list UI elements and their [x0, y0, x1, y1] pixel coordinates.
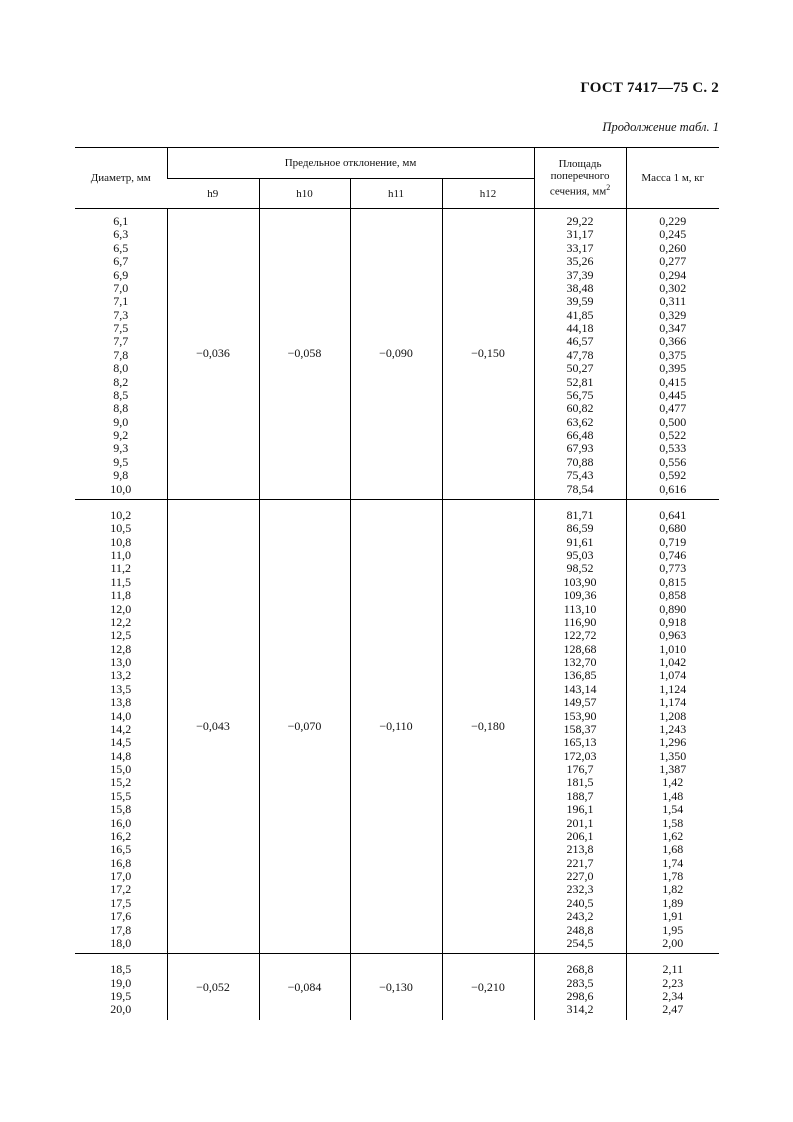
mass-value: 0,616	[659, 481, 687, 496]
mass-value: 1,54	[662, 802, 684, 817]
area-value: 39,59	[566, 294, 594, 309]
area-value: 113,10	[563, 601, 597, 616]
diameter-value: 16,0	[110, 815, 132, 830]
mass-value: 1,174	[659, 695, 687, 710]
data-table	[75, 147, 719, 1020]
area-value: 196,1	[566, 802, 594, 817]
mass-value: 2,47	[662, 1002, 684, 1017]
diameter-value: 10,0	[110, 481, 132, 496]
mass-cell	[626, 954, 719, 1020]
mass-value: 1,62	[662, 828, 684, 843]
area-value: 176,7	[566, 762, 594, 776]
table-body	[75, 209, 719, 1020]
area-value: 153,90	[563, 708, 597, 723]
mass-value: 0,592	[659, 468, 687, 483]
area-cell	[534, 499, 626, 953]
diameter-value: 8,0	[113, 361, 129, 376]
mass-value: 1,82	[662, 882, 684, 897]
header-deviation: Предельное отклонение, мм	[167, 148, 534, 179]
mass-value: 0,522	[659, 428, 687, 442]
diameter-value: 8,8	[113, 401, 129, 416]
mass-value: 0,260	[659, 240, 687, 255]
area-value: 60,82	[566, 401, 594, 416]
diameter-value: 9,2	[113, 428, 129, 442]
page-header: ГОСТ 7417—75 С. 2	[580, 80, 719, 96]
diameter-value: 13,0	[110, 655, 132, 669]
area-value: 298,6	[566, 989, 594, 1003]
header-area	[534, 148, 626, 209]
mass-value: 1,48	[662, 788, 684, 803]
area-value: 232,3	[566, 882, 594, 897]
mass-value: 1,91	[662, 909, 684, 924]
area-value: 149,57	[563, 695, 597, 710]
mass-value: 1,350	[659, 748, 687, 763]
diameter-value: 8,5	[113, 387, 129, 402]
area-value: 136,85	[563, 668, 597, 683]
diameter-value: 17,6	[110, 909, 132, 924]
diameter-value: 6,5	[113, 240, 129, 255]
mass-value: 2,11	[662, 962, 684, 977]
mass-value: 1,89	[662, 895, 684, 910]
diameter-value: 17,8	[110, 922, 132, 937]
diameter-value: 9,0	[113, 414, 129, 429]
mass-value: 1,074	[659, 668, 687, 683]
diameter-value: 7,8	[113, 347, 129, 362]
area-value: 66,48	[566, 428, 594, 442]
area-value: 227,0	[566, 869, 594, 883]
diameter-value: 6,9	[113, 267, 129, 282]
diameter-value: 18,5	[110, 962, 132, 977]
mass-value: 1,296	[659, 735, 687, 750]
area-value: 254,5	[566, 935, 594, 950]
mass-value: 1,68	[662, 842, 684, 857]
area-value: 70,88	[566, 454, 594, 469]
diameter-value: 19,0	[110, 975, 132, 990]
diameter-value: 14,0	[110, 708, 132, 723]
mass-value: 0,680	[659, 521, 687, 536]
diameter-value: 7,7	[113, 334, 129, 349]
diameter-value: 14,2	[110, 721, 132, 736]
mass-value: 0,556	[659, 454, 687, 469]
mass-value: 0,375	[659, 347, 687, 362]
mass-value: 1,042	[659, 655, 687, 669]
area-value: 221,7	[566, 855, 594, 870]
diameter-value: 16,5	[110, 842, 132, 857]
diameter-value: 12,0	[110, 601, 132, 616]
area-value: 56,75	[566, 387, 594, 402]
area-value: 33,17	[566, 240, 594, 255]
mass-value: 1,58	[662, 815, 684, 830]
diameter-value: 16,2	[110, 828, 132, 843]
mass-value: 0,329	[659, 307, 687, 322]
area-value: 181,5	[566, 775, 594, 790]
area-value: 213,8	[566, 842, 594, 857]
area-value: 109,36	[563, 588, 597, 603]
diameter-value: 13,2	[110, 668, 132, 683]
mass-value: 1,42	[662, 775, 684, 790]
diameter-value: 19,5	[110, 989, 132, 1003]
diameter-cell	[75, 209, 167, 500]
area-value: 78,54	[566, 481, 594, 496]
table-continuation-caption: Продолжение табл. 1	[602, 120, 719, 134]
area-value: 91,61	[566, 534, 594, 549]
area-value: 132,70	[563, 655, 597, 669]
diameter-value: 14,8	[110, 748, 132, 763]
mass-value: 0,858	[659, 588, 687, 603]
diameter-value: 15,0	[110, 762, 132, 776]
diameter-value: 17,5	[110, 895, 132, 910]
deviation-h11-value: −0,130	[350, 954, 442, 1020]
area-value: 122,72	[563, 628, 597, 643]
mass-value: 0,294	[659, 267, 687, 282]
area-value: 50,27	[566, 361, 594, 376]
diameter-value: 10,5	[110, 521, 132, 536]
mass-value: 0,918	[659, 614, 687, 629]
diameter-value: 16,8	[110, 855, 132, 870]
mass-value: 0,641	[659, 507, 687, 522]
area-value: 47,78	[566, 347, 594, 362]
area-value: 44,18	[566, 321, 594, 335]
area-cell	[534, 954, 626, 1020]
diameter-cell	[75, 954, 167, 1020]
mass-value: 0,477	[659, 401, 687, 416]
area-value: 67,93	[566, 441, 594, 456]
area-value: 37,39	[566, 267, 594, 282]
deviation-h10-value: −0,084	[259, 954, 350, 1020]
header-h9: h9	[167, 179, 259, 209]
deviation-h11-value: −0,090	[350, 209, 442, 500]
area-value: 128,68	[563, 641, 597, 656]
deviation-h11-value: −0,110	[350, 499, 442, 953]
area-value: 116,90	[563, 614, 597, 629]
deviation-h9-value: −0,052	[167, 954, 259, 1020]
area-value: 52,81	[566, 374, 594, 389]
mass-value: 1,243	[659, 721, 687, 736]
diameter-value: 7,0	[113, 280, 129, 295]
diameter-value: 15,2	[110, 775, 132, 790]
mass-value: 0,347	[659, 321, 687, 335]
deviation-h9-value: −0,036	[167, 209, 259, 500]
mass-value: 0,963	[659, 628, 687, 643]
mass-value: 0,500	[659, 414, 687, 429]
diameter-value: 8,2	[113, 374, 129, 389]
diameter-value: 11,8	[110, 588, 132, 603]
diameter-value: 15,5	[110, 788, 132, 803]
diameter-value: 13,5	[110, 681, 132, 696]
area-value: 95,03	[566, 548, 594, 562]
area-value: 268,8	[566, 962, 594, 977]
mass-cell	[626, 499, 719, 953]
diameter-value: 6,1	[113, 214, 129, 228]
area-value: 172,03	[563, 748, 597, 763]
mass-value: 0,719	[659, 534, 687, 549]
mass-value: 0,415	[659, 374, 687, 389]
mass-value: 0,245	[659, 227, 687, 242]
mass-value: 1,208	[659, 708, 687, 723]
diameter-value: 10,2	[110, 507, 132, 522]
area-value: 46,57	[566, 334, 594, 349]
diameter-value: 7,3	[113, 307, 129, 322]
area-value: 283,5	[566, 975, 594, 990]
diameter-value: 11,0	[110, 548, 132, 562]
mass-value: 0,311	[659, 294, 687, 309]
deviation-h12-value: −0,180	[442, 499, 534, 953]
mass-value: 0,773	[659, 561, 687, 576]
mass-value: 2,00	[662, 935, 684, 950]
mass-cell	[626, 209, 719, 500]
mass-value: 1,78	[662, 869, 684, 883]
header-h11: h11	[350, 179, 442, 209]
diameter-value: 12,2	[110, 614, 132, 629]
diameter-value: 13,8	[110, 695, 132, 710]
table-row-group	[75, 499, 719, 953]
area-value: 29,22	[566, 214, 594, 228]
area-value: 188,7	[566, 788, 594, 803]
mass-value: 0,815	[659, 574, 687, 589]
area-value: 240,5	[566, 895, 594, 910]
mass-value: 0,395	[659, 361, 687, 376]
mass-value: 0,366	[659, 334, 687, 349]
mass-value: 2,23	[662, 975, 684, 990]
deviation-h12-value: −0,210	[442, 954, 534, 1020]
diameter-value: 14,5	[110, 735, 132, 750]
diameter-value: 17,0	[110, 869, 132, 883]
mass-value: 0,277	[659, 254, 687, 269]
area-value: 81,71	[566, 507, 594, 522]
diameter-value: 9,8	[113, 468, 129, 483]
deviation-h10-value: −0,070	[259, 499, 350, 953]
diameter-value: 12,8	[110, 641, 132, 656]
diameter-value: 11,2	[110, 561, 132, 576]
diameter-value: 18,0	[110, 935, 132, 950]
area-value: 98,52	[566, 561, 594, 576]
mass-value: 1,124	[659, 681, 687, 696]
mass-value: 1,387	[659, 762, 687, 776]
area-value: 38,48	[566, 280, 594, 295]
table-row-group	[75, 209, 719, 500]
mass-value: 2,34	[662, 989, 684, 1003]
area-cell	[534, 209, 626, 500]
mass-value: 0,533	[659, 441, 687, 456]
diameter-value: 15,8	[110, 802, 132, 817]
diameter-value: 9,3	[113, 441, 129, 456]
diameter-value: 17,2	[110, 882, 132, 897]
diameter-value: 7,5	[113, 321, 129, 335]
area-value: 41,85	[566, 307, 594, 322]
area-value: 31,17	[566, 227, 594, 242]
area-value: 206,1	[566, 828, 594, 843]
area-value: 63,62	[566, 414, 594, 429]
mass-value: 0,890	[659, 601, 687, 616]
area-value: 248,8	[566, 922, 594, 937]
header-h10: h10	[259, 179, 350, 209]
mass-value: 0,445	[659, 387, 687, 402]
diameter-value: 12,5	[110, 628, 132, 643]
area-value: 201,1	[566, 815, 594, 830]
header-area-superscript: 2	[606, 183, 611, 193]
table-row-group	[75, 954, 719, 1020]
area-value: 165,13	[563, 735, 597, 750]
diameter-value: 20,0	[110, 1002, 132, 1017]
diameter-cell	[75, 499, 167, 953]
deviation-h9-value: −0,043	[167, 499, 259, 953]
diameter-value: 7,1	[113, 294, 129, 309]
diameter-value: 10,8	[110, 534, 132, 549]
mass-value: 1,95	[662, 922, 684, 937]
area-value: 103,90	[563, 574, 597, 589]
header-diameter: Диаметр, мм	[75, 148, 167, 209]
area-value: 86,59	[566, 521, 594, 536]
mass-value: 1,74	[662, 855, 684, 870]
area-value: 314,2	[566, 1002, 594, 1017]
header-h12: h12	[442, 179, 534, 209]
deviation-h10-value: −0,058	[259, 209, 350, 500]
area-value: 75,43	[566, 468, 594, 483]
area-value: 243,2	[566, 909, 594, 924]
diameter-value: 11,5	[110, 574, 132, 589]
diameter-value: 6,3	[113, 227, 129, 242]
header-mass: Масса 1 м, кг	[626, 148, 719, 209]
mass-value: 0,302	[659, 280, 687, 295]
area-value: 143,14	[563, 681, 597, 696]
header-area-text: Площадь поперечного сечения, мм	[549, 158, 610, 198]
diameter-value: 9,5	[113, 454, 129, 469]
diameter-value: 6,7	[113, 254, 129, 269]
mass-value: 1,010	[659, 641, 687, 656]
area-value: 35,26	[566, 254, 594, 269]
area-value: 158,37	[563, 721, 597, 736]
mass-value: 0,229	[659, 214, 687, 228]
mass-value: 0,746	[659, 548, 687, 562]
deviation-h12-value: −0,150	[442, 209, 534, 500]
